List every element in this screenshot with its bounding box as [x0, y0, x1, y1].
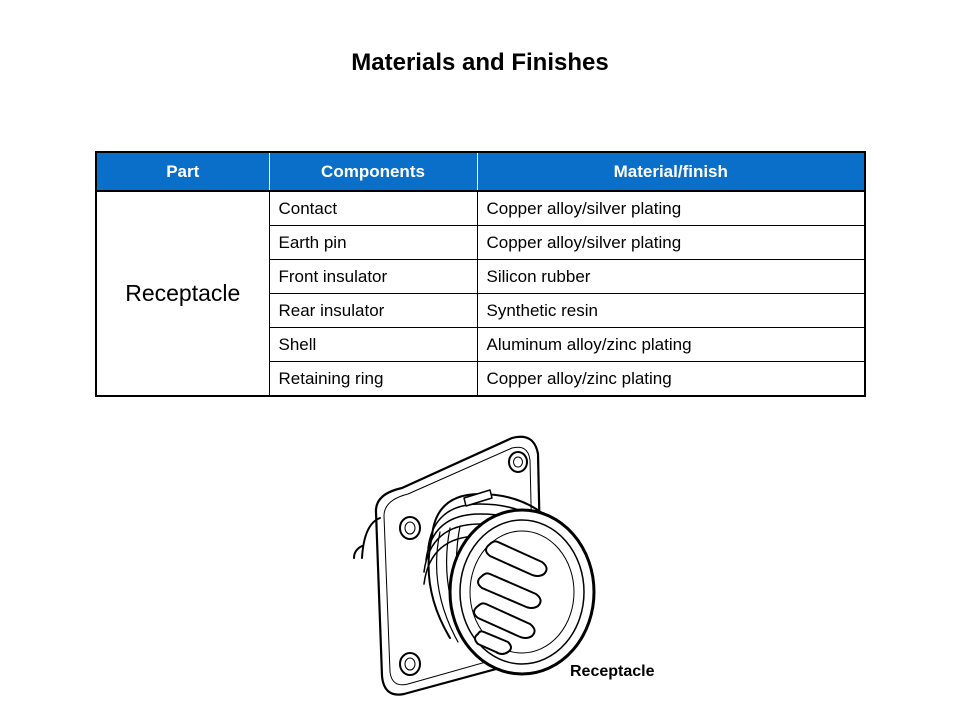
table-header-row — [96, 152, 865, 191]
material-cell: Aluminum alloy/zinc plating — [477, 328, 865, 362]
material-cell: Synthetic resin — [477, 294, 865, 328]
component-cell: Front insulator — [269, 260, 477, 294]
header-components: Components — [269, 152, 477, 191]
table-row — [96, 191, 865, 226]
material-cell: Copper alloy/zinc plating — [477, 362, 865, 397]
receptacle-connector-drawing — [340, 428, 600, 698]
component-cell: Shell — [269, 328, 477, 362]
material-cell: Copper alloy/silver plating — [477, 226, 865, 260]
figure-caption: Receptacle — [570, 663, 655, 680]
component-cell: Contact — [269, 191, 477, 226]
page-title: Materials and Finishes — [351, 49, 609, 76]
component-cell: Earth pin — [269, 226, 477, 260]
material-cell: Copper alloy/silver plating — [477, 191, 865, 226]
header-part: Part — [96, 152, 269, 191]
component-cell: Rear insulator — [269, 294, 477, 328]
component-cell: Retaining ring — [269, 362, 477, 397]
materials-table — [95, 151, 866, 397]
part-cell: Receptacle — [96, 191, 269, 396]
material-cell: Silicon rubber — [477, 260, 865, 294]
header-material: Material/finish — [477, 152, 865, 191]
